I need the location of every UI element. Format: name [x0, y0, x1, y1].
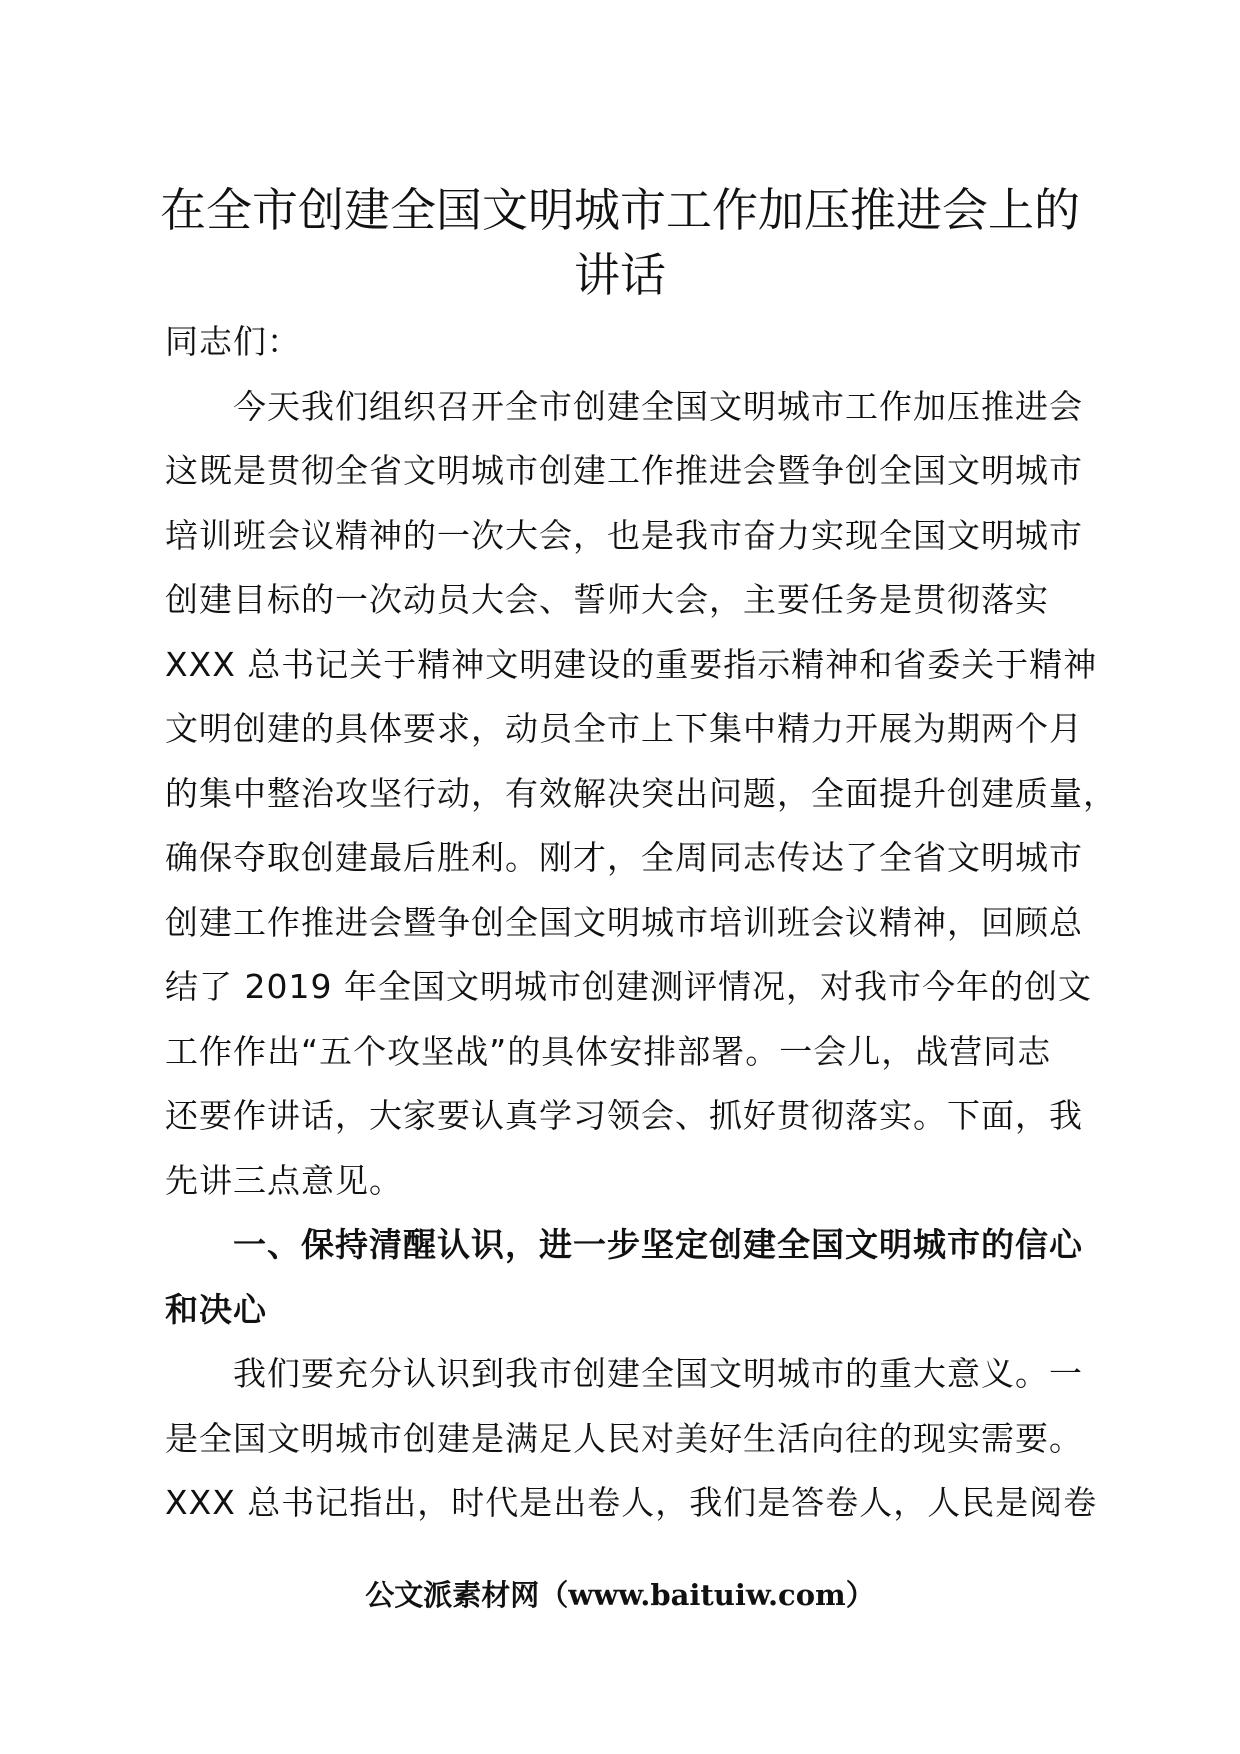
body-line: 结了 2019 年全国文明城市创建测评情况，对我市今年的创文 [165, 967, 1092, 1006]
body-line: XXX 总书记指出，时代是出卷人，我们是答卷人，人民是阅卷 [165, 1483, 1098, 1522]
body-line: 确保夺取创建最后胜利。刚才，全周同志传达了全省文明城市 [165, 838, 1083, 877]
body-line: 是全国文明城市创建是满足人民对美好生活向往的现实需要。 [165, 1418, 1083, 1458]
body-line: 今天我们组织召开全市创建全国文明城市工作加压推进会 [165, 386, 1083, 426]
body-line: 先讲三点意见。 [165, 1160, 403, 1200]
document-title [160, 178, 1080, 308]
salutation: 同志们： [165, 322, 301, 361]
section-heading-continued: 和决心 [165, 1289, 267, 1329]
title-line-1: 在全市创建全国文明城市工作加压推进会上的 [160, 183, 1080, 237]
body-line: 还要作讲话，大家要认真学习领会、抓好贯彻落实。下面，我 [165, 1096, 1083, 1135]
body-line: 这既是贯彻全省文明城市创建工作推进会暨争创全国文明城市 [165, 451, 1083, 490]
body-line: 文明创建的具体要求，动员全市上下集中精力开展为期两个月 [165, 709, 1083, 748]
body-line: 工作作出“五个攻坚战”的具体安排部署。一会儿，战营同志 [165, 1031, 1052, 1071]
body-line: 创建工作推进会暨争创全国文明城市培训班会议精神，回顾总 [165, 902, 1083, 942]
body-line: 创建目标的一次动员大会、誓师大会，主要任务是贯彻落实 [165, 580, 1049, 619]
document-body [165, 310, 1125, 1536]
body-line: XXX 总书记关于精神文明建设的重要指示精神和省委关于精神 [165, 644, 1098, 684]
section-heading: 一、保持清醒认识，进一步坚定创建全国文明城市的信心 [165, 1225, 1083, 1264]
body-line: 培训班会议精神的一次大会，也是我市奋力实现全国文明城市 [165, 515, 1083, 555]
title-line-2: 讲话 [574, 248, 666, 302]
footer-watermark: 公文派素材网（www.baituiw.com） [365, 1578, 875, 1612]
body-line: 我们要充分认识到我市创建全国文明城市的重大意义。一 [165, 1354, 1083, 1393]
body-line: 的集中整治攻坚行动，有效解决突出问题，全面提升创建质量， [165, 773, 1117, 813]
